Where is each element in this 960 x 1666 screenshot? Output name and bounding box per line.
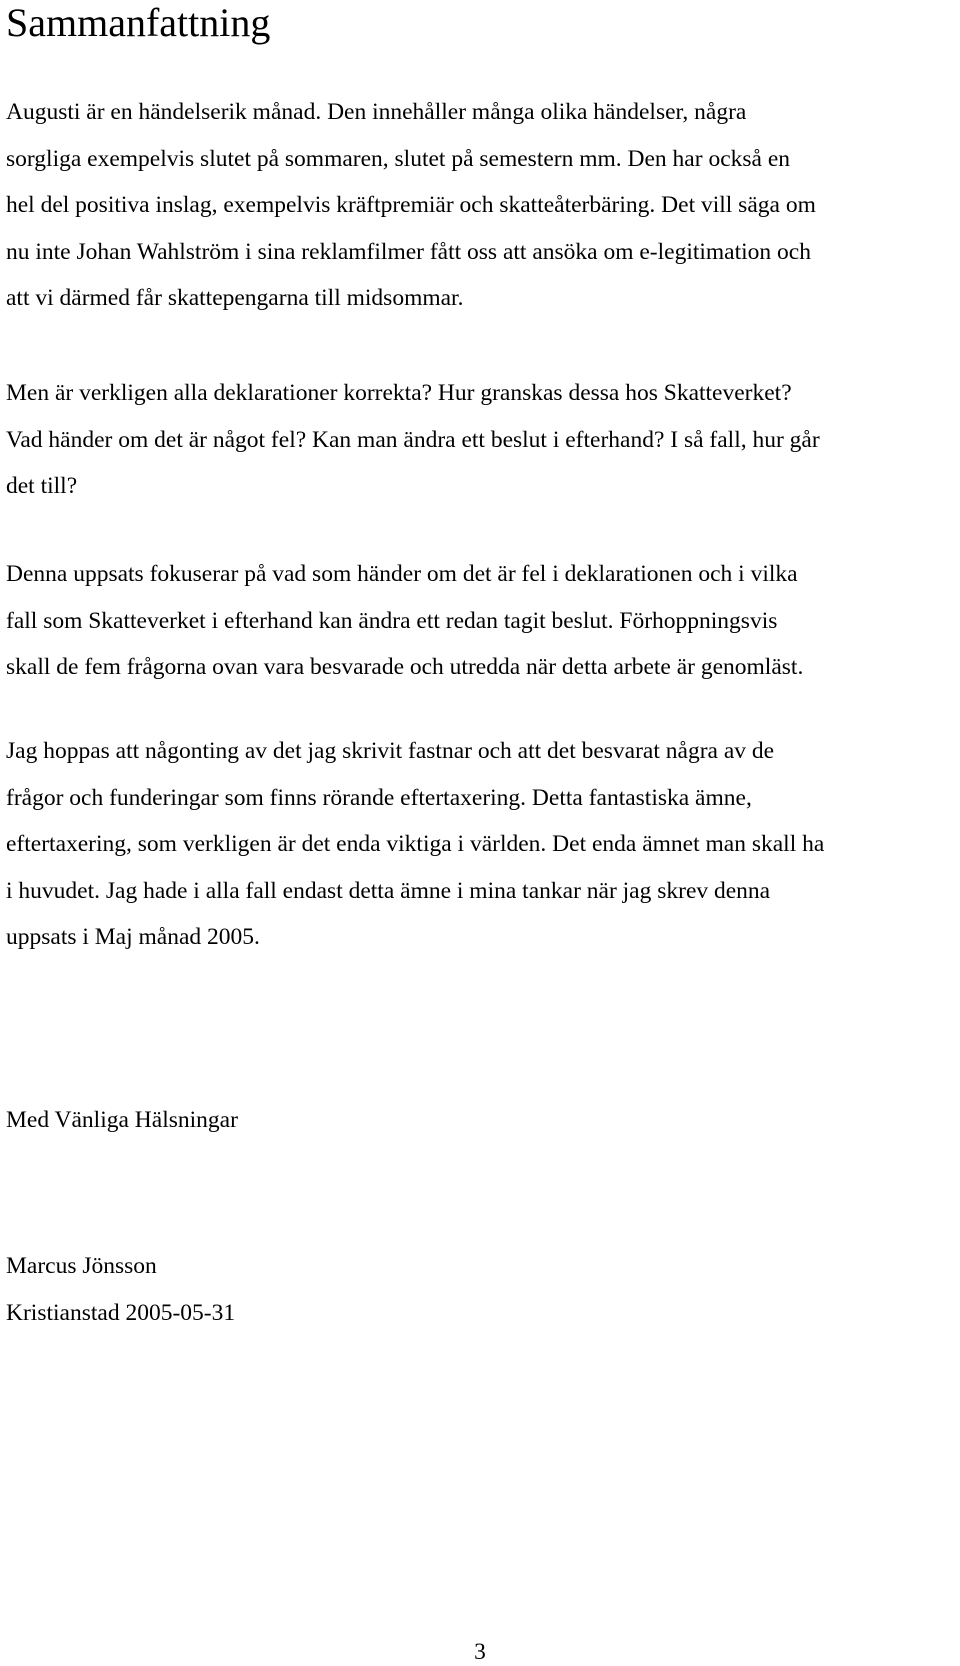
paragraph-line: nu inte Johan Wahlström i sina reklamfilmer fått oss att ansöka om e-legitimation och: [6, 238, 811, 265]
paragraph-line: Men är verkligen alla deklarationer korrekta? Hur granskas dessa hos Skatteverket?: [6, 380, 792, 406]
place-and-date: Kristianstad 2005-05-31: [6, 1300, 236, 1326]
paragraph-line: Jag hoppas att någonting av det jag skrivit fastnar och att det besvarat några av de: [6, 738, 775, 764]
paragraph-line: frågor och funderingar som finns rörande eftertaxering. Detta fantastiska ämne,: [6, 784, 752, 811]
paragraph-4: [6, 728, 936, 961]
page-number: 3: [474, 1639, 486, 1665]
author-name: Marcus Jönsson: [6, 1253, 157, 1279]
paragraph-line: sorgliga exempelvis slutet på sommaren, slutet på semestern mm. Den har också en: [6, 145, 791, 172]
page-title: Sammanfattning: [6, 0, 271, 45]
paragraph-line: hel del positiva inslag, exempelvis kräftpremiär och skatteåterbäring. Det vill säga om: [6, 192, 816, 218]
paragraph-line: uppsats i Maj månad 2005.: [6, 924, 260, 950]
paragraph-line: Denna uppsats fokuserar på vad som händer om det är fel i deklarationen och i vilka: [6, 561, 798, 587]
paragraph-line: skall de fem frågorna ovan vara besvarade och utredda när detta arbete är genomläst.: [6, 654, 804, 680]
closing-greeting: Med Vänliga Hälsningar: [6, 1107, 238, 1133]
paragraph-1: [6, 89, 936, 322]
paragraph-line: det till?: [6, 473, 78, 499]
paragraph-3: [6, 551, 936, 691]
paragraph-line: att vi därmed får skattepengarna till midsommar.: [6, 285, 464, 311]
paragraph-line: i huvudet. Jag hade i alla fall endast detta ämne i mina tankar när jag skrev denna: [6, 877, 771, 904]
paragraph-line: Augusti är en händelserik månad. Den innehåller många olika händelser, några: [6, 99, 747, 125]
paragraph-line: Vad händer om det är något fel? Kan man ändra ett beslut i efterhand? I så fall, hur går: [6, 426, 820, 453]
paragraph-line: fall som Skatteverket i efterhand kan ändra ett redan tagit beslut. Förhoppningsvis: [6, 607, 778, 634]
paragraph-line: eftertaxering, som verkligen är det enda viktiga i världen. Det enda ämnet man skall ha: [6, 831, 825, 857]
paragraph-2: [6, 370, 936, 510]
